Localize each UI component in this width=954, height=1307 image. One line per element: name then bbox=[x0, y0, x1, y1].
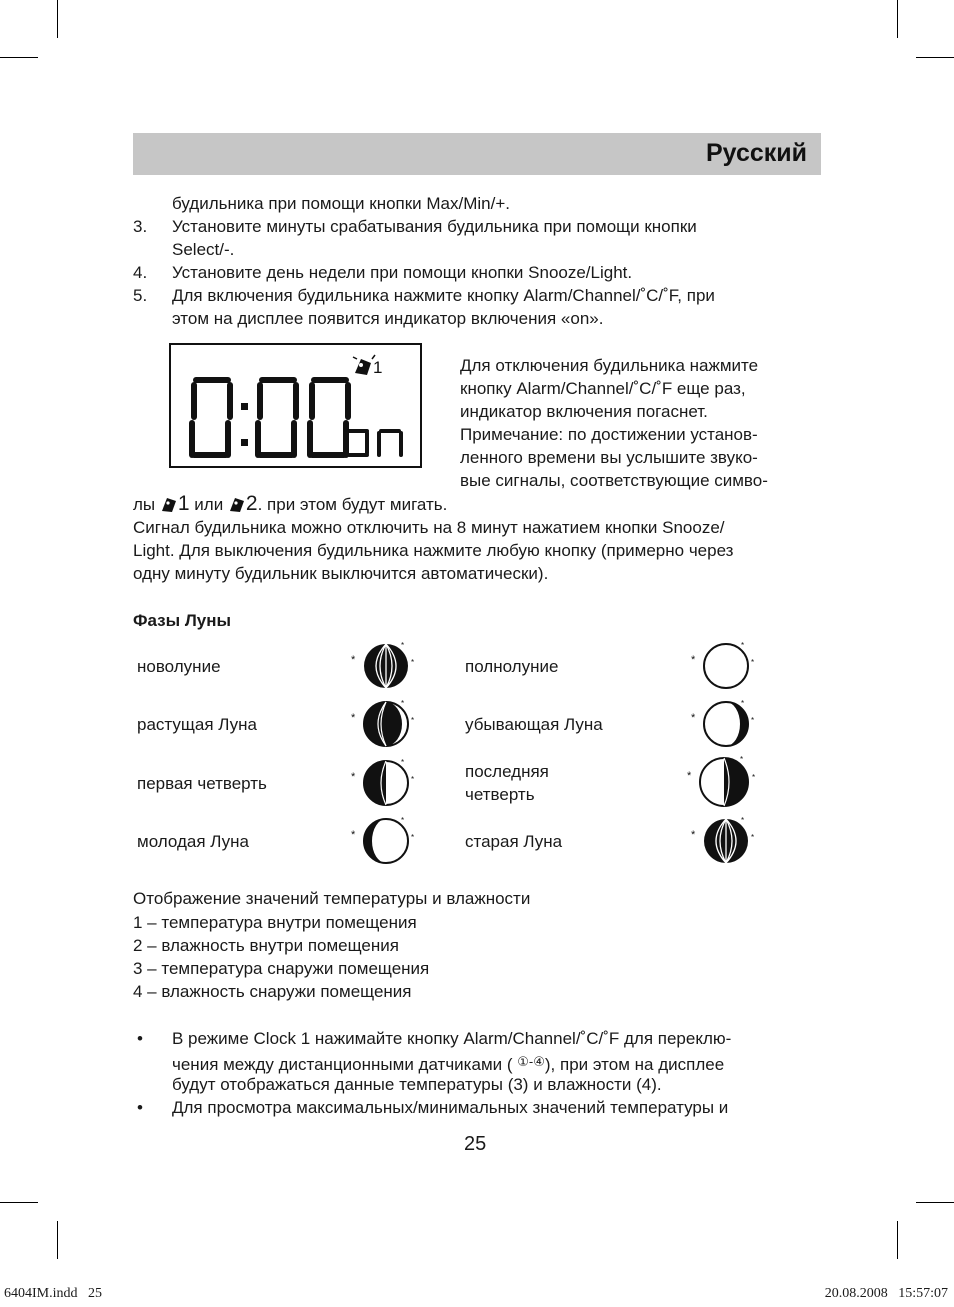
bullet-1-pre: чения между дистанционными датчиками ( bbox=[172, 1055, 518, 1074]
bullet-dot: • bbox=[137, 1098, 143, 1117]
lcd-time-digits bbox=[189, 377, 351, 458]
old-moon-icon bbox=[688, 815, 760, 867]
svg-text:*: * bbox=[401, 758, 405, 767]
lcd-alarm-bell-icon bbox=[353, 355, 375, 375]
svg-text:*: * bbox=[687, 770, 692, 782]
step-4-number: 4. bbox=[133, 263, 148, 282]
bullet-1-post: ), при этом на дисплее bbox=[544, 1055, 725, 1074]
lcd-on-indicator bbox=[345, 429, 403, 457]
moon-label-full: полнолуние bbox=[465, 657, 559, 676]
bullet-1-text: В режиме Clock 1 нажимайте кнопку Alarm/Channel/˚C/˚F для переклю- bbox=[172, 1029, 732, 1048]
side-text-2: кнопку Alarm/Channel/˚C/˚F еще раз, bbox=[460, 379, 746, 398]
alarm-bell-icon bbox=[160, 495, 178, 513]
crop-mark bbox=[57, 1221, 58, 1259]
step-5-text: Для включения будильника нажмите кнопку Alarm/Channel/˚C/˚F, при bbox=[172, 286, 715, 305]
side-text-5: ленного времени вы услышите звуко- bbox=[460, 448, 758, 467]
new-moon-icon bbox=[348, 640, 420, 692]
side-text-1: Для отключения будильника нажмите bbox=[460, 356, 759, 375]
waning-moon-icon bbox=[688, 698, 760, 750]
svg-text:*: * bbox=[751, 658, 755, 667]
temp-item-1: 1 – температура внутри помещения bbox=[133, 913, 417, 932]
section-header bbox=[133, 133, 821, 175]
svg-text:*: * bbox=[351, 654, 356, 666]
svg-text:*: * bbox=[351, 829, 356, 841]
last-quarter-moon-icon bbox=[684, 753, 760, 811]
moon-label-waxing: растущая Луна bbox=[137, 715, 257, 734]
moon-label-last-quarter-a: последняя bbox=[465, 762, 549, 781]
crop-mark bbox=[0, 1202, 38, 1203]
moon-label-first-quarter: первая четверть bbox=[137, 774, 267, 793]
temp-item-3: 3 – температура снаружи помещения bbox=[133, 959, 430, 978]
moon-label-old: старая Луна bbox=[465, 832, 563, 851]
svg-text:*: * bbox=[741, 641, 745, 650]
moon-label-last-quarter-b: четверть bbox=[465, 785, 535, 804]
footer-date-info: 20.08.2008 15:57:07 bbox=[824, 1286, 948, 1301]
crop-mark bbox=[897, 1221, 898, 1259]
symbols-num-1: 1 bbox=[177, 492, 190, 515]
temp-item-4: 4 – влажность снаружи помещения bbox=[133, 982, 412, 1001]
full-moon-icon bbox=[688, 640, 760, 692]
crop-mark bbox=[916, 57, 954, 58]
section-title: Русский bbox=[705, 139, 807, 167]
symbols-prefix: лы bbox=[133, 495, 160, 514]
svg-text:*: * bbox=[751, 833, 755, 842]
young-moon-icon bbox=[348, 815, 420, 867]
svg-text:*: * bbox=[411, 716, 415, 725]
svg-text:*: * bbox=[751, 716, 755, 725]
side-text-3: индикатор включения погаснет. bbox=[460, 402, 708, 421]
svg-text:*: * bbox=[401, 816, 405, 825]
crop-mark bbox=[897, 0, 898, 38]
alarm-bell-icon bbox=[228, 495, 246, 513]
svg-text:*: * bbox=[691, 829, 696, 841]
side-text-6: вые сигналы, соответствующие симво- bbox=[460, 471, 768, 490]
moon-label-young: молодая Луна bbox=[137, 832, 249, 851]
crop-mark bbox=[57, 0, 58, 38]
snooze-text-2: Light. Для выключения будильника нажмите любую кнопку (примерно через bbox=[133, 541, 734, 560]
bullet-1-text-3: будут отображаться данные температуры (3) и влажности (4). bbox=[172, 1075, 662, 1094]
symbols-suffix: . при этом будут мигать. bbox=[257, 495, 448, 514]
sensor-from-icon: ① bbox=[517, 1054, 529, 1069]
svg-text:*: * bbox=[691, 712, 696, 724]
alarm-symbols-line bbox=[133, 492, 447, 516]
first-quarter-moon-icon bbox=[348, 757, 420, 809]
svg-text:*: * bbox=[351, 712, 356, 724]
svg-text:*: * bbox=[401, 699, 405, 708]
svg-text:*: * bbox=[691, 654, 696, 666]
snooze-text-1: Сигнал будильника можно отключить на 8 минут нажатием кнопки Snooze/ bbox=[133, 518, 725, 537]
svg-text:*: * bbox=[351, 771, 356, 783]
svg-text:*: * bbox=[752, 773, 756, 782]
sensor-range: ①-④ bbox=[517, 1054, 545, 1069]
snooze-text-3: одну минуту будильник выключится автоматически). bbox=[133, 564, 549, 583]
svg-text:*: * bbox=[411, 775, 415, 784]
svg-text:*: * bbox=[401, 641, 405, 650]
bullet-dot: • bbox=[137, 1029, 143, 1048]
step-5-text-2: этом на дисплее появится индикатор включения «on». bbox=[172, 309, 604, 328]
temp-heading: Отображение значений температуры и влажности bbox=[133, 889, 531, 908]
moon-phases-heading: Фазы Луны bbox=[133, 611, 232, 630]
waxing-moon-icon bbox=[348, 698, 420, 750]
step-2-continuation: будильника при помощи кнопки Max/Min/+. bbox=[172, 194, 510, 213]
crop-mark bbox=[0, 57, 38, 58]
step-5-number: 5. bbox=[133, 286, 148, 305]
symbols-mid: или bbox=[189, 495, 228, 514]
step-3-text-2: Select/-. bbox=[172, 240, 235, 259]
footer-file-info: 6404IM.indd 25 bbox=[4, 1286, 102, 1301]
symbols-num-2: 2 bbox=[245, 492, 258, 515]
svg-text:*: * bbox=[740, 755, 744, 764]
lcd-alarm-index: 1 bbox=[373, 358, 383, 377]
lcd-display-graphic bbox=[171, 345, 420, 466]
svg-text:*: * bbox=[411, 833, 415, 842]
step-3-number: 3. bbox=[133, 217, 148, 236]
step-3-text: Установите минуты срабатывания будильника при помощи кнопки bbox=[172, 217, 697, 236]
moon-label-waning: убывающая Луна bbox=[465, 715, 603, 734]
svg-text:*: * bbox=[741, 699, 745, 708]
side-text-4: Примечание: по достижении установ- bbox=[460, 425, 758, 444]
page-number: 25 bbox=[464, 1133, 487, 1155]
svg-text:*: * bbox=[741, 816, 745, 825]
bullet-2-text: Для просмотра максимальных/минимальных значений температуры и bbox=[172, 1098, 729, 1117]
moon-label-last-quarter bbox=[465, 760, 549, 806]
lcd-display-illustration bbox=[169, 343, 422, 468]
sensor-to-icon: ④ bbox=[533, 1054, 545, 1069]
moon-label-new: новолуние bbox=[137, 657, 221, 676]
svg-text:*: * bbox=[411, 658, 415, 667]
temp-item-2: 2 – влажность внутри помещения bbox=[133, 936, 399, 955]
step-4-text: Установите день недели при помощи кнопки Snooze/Light. bbox=[172, 263, 633, 282]
crop-mark bbox=[916, 1202, 954, 1203]
